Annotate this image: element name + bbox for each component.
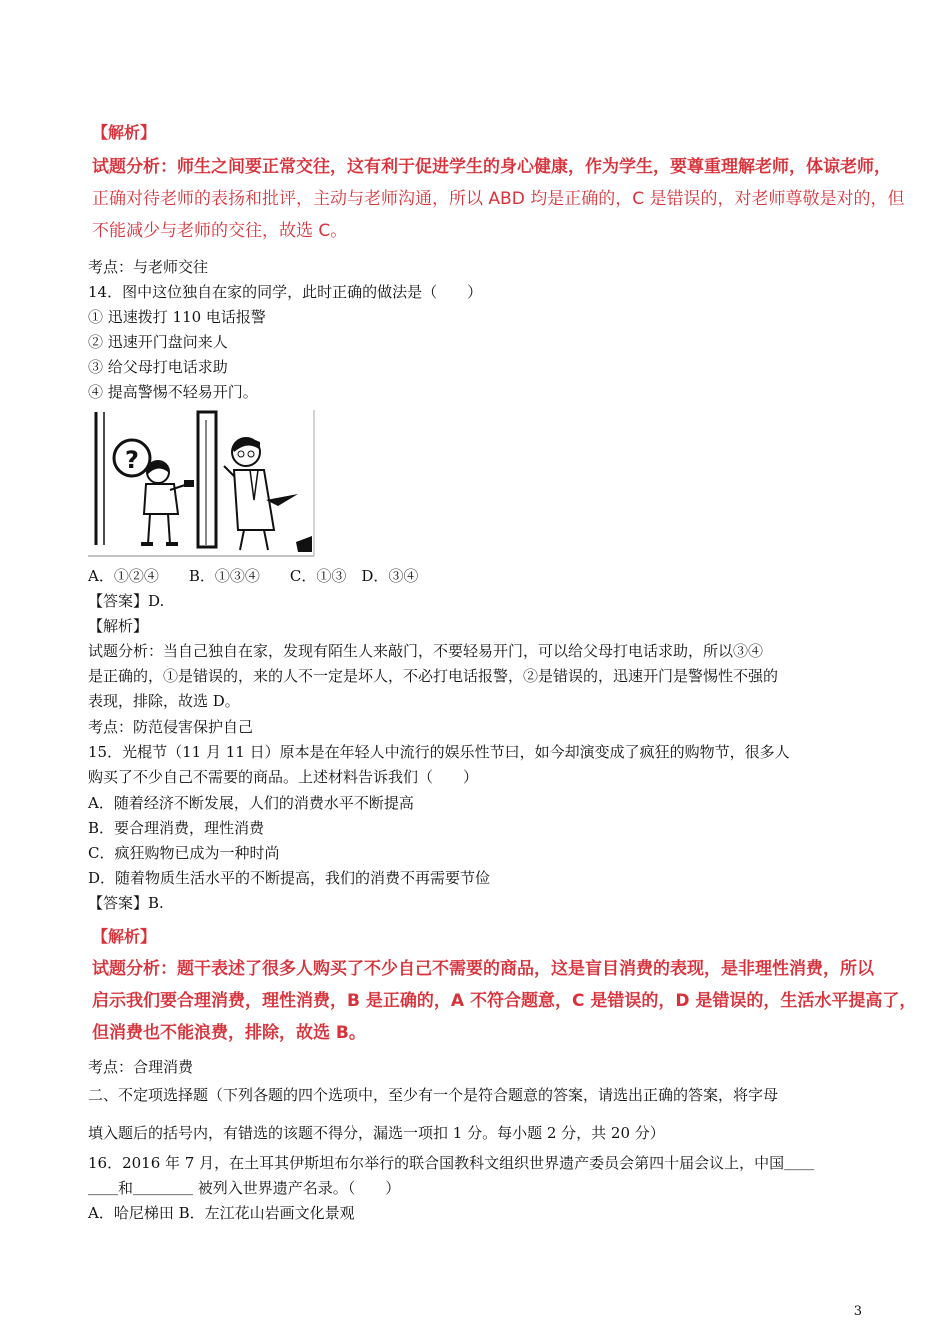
page-number: 3 [853, 1304, 862, 1319]
q16-stem-line-2: ＿＿和＿＿＿＿ 被列入世界遗产名录。（ ） [88, 1179, 401, 1197]
q15-kaodian: 考点：合理消费 [88, 1058, 194, 1076]
q14-analysis-line-1: 试题分析：当自己独自在家，发现有陌生人来敲门，不要轻易开门，可以给父母打电话求助，所以③④ [88, 642, 764, 660]
q14-answer: 【答案】D. [88, 592, 165, 610]
section2-heading-line-2: 填入题后的括号内，有错选的该题不得分，漏选一项扣 1 分。每小题 2 分，共 20 分） [88, 1124, 665, 1142]
q15-analysis-tag: 【解析】 [92, 927, 157, 946]
q14-analysis-line-2: 是正确的，①是错误的，来的人不一定是坏人，不必打电话报警，②是错误的，迅速开门是警惕性不强的 [88, 667, 779, 685]
q15-analysis-line-2: 启示我们要合理消费，理性消费，B 是正确的，A 不符合题意，C 是错误的，D 是错误的，生活水平提高了， [92, 991, 917, 1011]
q13-analysis-line-2: 正确对待老师的表扬和批评，主动与老师沟通，所以 ABD 均是正确的，C 是错误的，对老师尊敬是对的，但 [92, 189, 905, 209]
q16-options-line: A．哈尼梯田 B．左江花山岩画文化景观 [88, 1204, 355, 1222]
q14-analysis-line-3: 表现，排除，故选 D。 [88, 692, 240, 710]
q15-stem-line-1: 15．光棍节（11 月 11 日）原本是在年轻人中流行的娱乐性节曰，如今却演变成了疯狂的购物节，很多人 [88, 743, 790, 761]
q15-analysis-line-1: 试题分析：题干表述了很多人购买了不少自己不需要的商品，这是盲目消费的表现，是非理性消费，所以 [92, 959, 874, 979]
q14-kaodian: 考点：防范侵害保护自己 [88, 718, 254, 736]
q15-option-b: B．要合理消费，理性消费 [88, 819, 265, 837]
q15-option-c: C．疯狂购物已成为一种时尚 [88, 844, 280, 862]
svg-text:?: ? [125, 446, 139, 474]
q14-stem: 14．图中这位独自在家的同学，此时正确的做法是（ ） [88, 283, 483, 301]
q15-option-a: A．随着经济不断发展，人们的消费水平不断提高 [88, 794, 414, 812]
q15-analysis-line-3: 但消费也不能浪费，排除，故选 B。 [92, 1023, 366, 1043]
q14-analysis-tag: 【解析】 [88, 617, 149, 635]
q13-kaodian: 考点：与老师交往 [88, 258, 209, 276]
section2-heading-line-1: 二、不定项选择题（下列各题的四个选项中，至少有一个是符合题意的答案，请选出正确的答案，将字母 [88, 1086, 779, 1104]
q16-stem-line-1: 16．2016 年 7 月，在土耳其伊斯坦布尔举行的联合国教科文组织世界遗产委员会第四十届会议上，中国＿＿ [88, 1154, 815, 1172]
q14-item-1: ① 迅速拨打 110 电话报警 [88, 308, 266, 326]
q15-stem-line-2: 购买了不少自己不需要的商品。上述材料告诉我们（ ） [88, 768, 479, 786]
q14-item-3: ③ 给父母打电话求助 [88, 358, 228, 376]
door-knock-illustration [88, 410, 316, 558]
q13-analysis-tag: 【解析】 [92, 123, 157, 142]
q14-options: A．①②④ B．①③④ C．①③ D．③④ [88, 567, 419, 585]
q13-analysis-line-3: 不能减少与老师的交往，故选 C。 [92, 221, 348, 241]
q15-option-d: D．随着物质生活水平的不断提高，我们的消费不再需要节俭 [88, 869, 491, 887]
q14-item-4: ④ 提高警惕不轻易开门。 [88, 383, 258, 401]
q13-analysis-line-1: 试题分析：师生之间要正常交往，这有利于促进学生的身心健康，作为学生，要尊重理解老师，体谅老师， [92, 157, 891, 177]
q15-answer: 【答案】B. [88, 894, 164, 912]
q14-item-2: ② 迅速开门盘问来人 [88, 333, 228, 351]
